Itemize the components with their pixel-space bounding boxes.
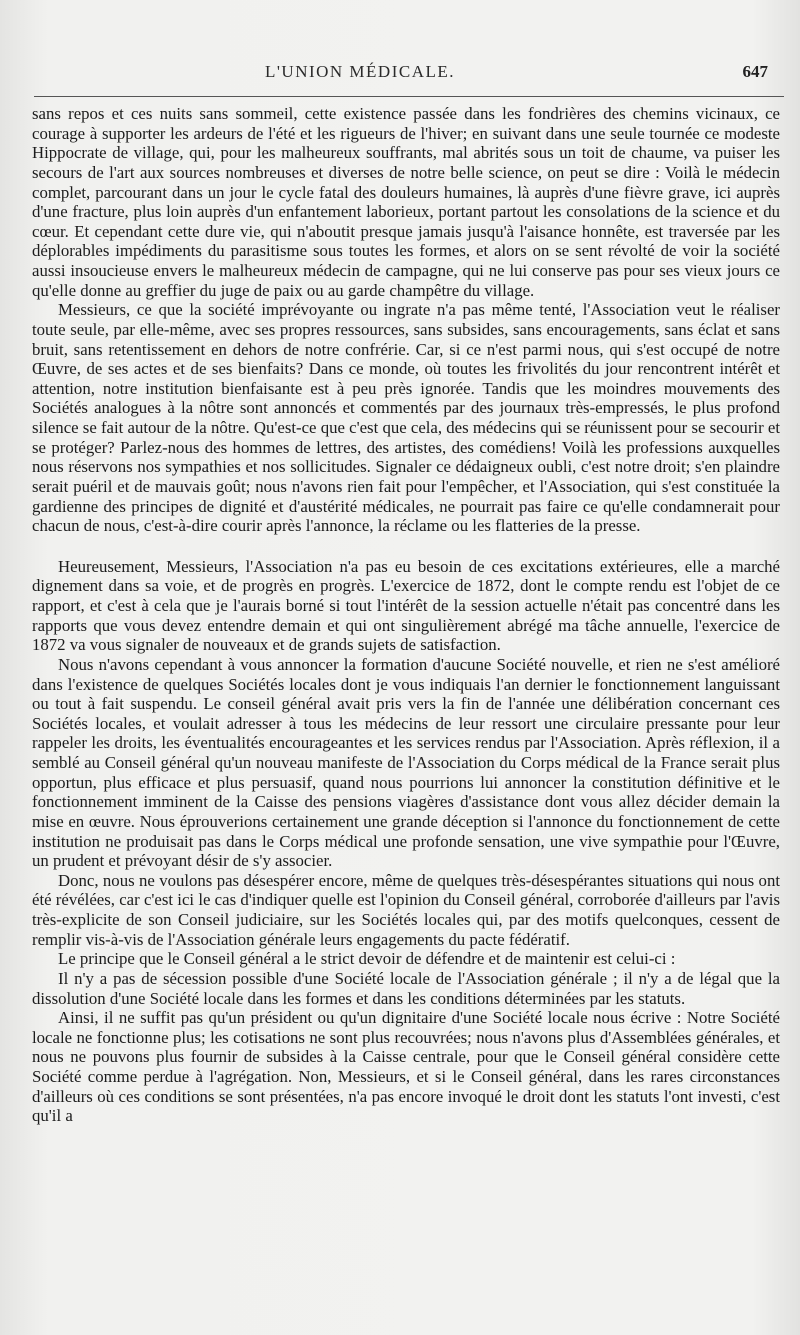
body-text bbox=[32, 104, 780, 1126]
header-rule bbox=[34, 96, 784, 97]
page-number: 647 bbox=[742, 62, 768, 81]
running-title: L'UNION MÉDICALE. bbox=[264, 62, 456, 81]
paragraph: Il n'y a pas de sécession possible d'une Société locale de l'Association générale ; il n'y a de légal que la dissolution d'une Société locale dans les formes et dans les conditions déterminées par les statuts. bbox=[32, 968, 780, 1008]
paragraph: Ainsi, il ne suffit pas qu'un président ou qu'un dignitaire d'une Société locale nous écrive : Notre Société locale ne fonctionne plus; les cotisations ne sont plus recouvrées; nous n'avons plus d'Assemblées générales, et nous ne pouvons plus fournir de subsides à la Caisse centrale, pour que le Conseil général considère cette Société comme perdue à l'agrégation. Non, Messieurs, et si le Conseil général, dans les rares circonstances d'ailleurs où ces conditions se sont présentées, n'a pas encore invoqué le droit dont les statuts l'ont investi, c'est qu'il a bbox=[32, 1008, 780, 1126]
paragraph: sans repos et ces nuits sans sommeil, cette existence passée dans les fondrières des chemins vicinaux, ce courage à supporter les ardeurs de l'été et les rigueurs de l'hiver; en suivant dans une seule tournée ce modeste Hippocrate de village, qui, pour les malheureux souffrants, mal abrités sous un toit de chaume, va puiser les secours de l'art aux sources nombreuses et diverses de notre belle science, on peut se dire : Voilà le médecin complet, parcourant dans un jour le cycle fatal des douleurs humaines, là auprès d'une fièvre grave, ici auprès d'une fracture, plus loin auprès d'un enfantement laborieux, portant partout les consolations de la science et du cœur. Et cependant cette dure vie, qui n'aboutit presque jamais jusqu'à l'aisance honnête, est traversée par les déplorables impédiments du parasitisme sous toutes les formes, et alors on se sent révolté de voir la société aussi insoucieuse envers le malheureux médecin de campagne, qui ne lui conserve pas pour ses vieux jours ce qu'elle donne au greffier du juge de paix ou au garde champêtre du village. bbox=[32, 104, 780, 300]
page-header bbox=[0, 62, 800, 84]
paragraph: Nous n'avons cependant à vous annoncer la formation d'aucune Société nouvelle, et rien ne s'est amélioré dans l'existence de quelques Sociétés locales dont je vous indiquais l'an dernier le fonctionnement languissant ou tout à fait suspendu. Le conseil général avait pris vers la fin de l'année une délibération concernant ces Sociétés locales, et voulait adresser à tous les médecins de leur ressort une circulaire pressante pour leur rappeler les droits, les éventualités encourageantes et les services rendus par l'Association. Après réflexion, il a semblé au Conseil général qu'un nouveau manifeste de l'Association du Corps médical de la France serait plus opportun, plus efficace et plus persuasif, quand nous pourrions lui annoncer la constitution définitive et le fonctionnement imminent de la Caisse des pensions viagères d'assistance dont vous allez décider demain la mise en œuvre. Nous éprouverions certainement une grande déception si l'annonce du fonctionnement de cette institution ne produisait pas dans le Corps médical une profonde sensation, une vive sympathie pour l'Œuvre, un prudent et prévoyant désir de s'y associer. bbox=[32, 654, 780, 871]
paragraph: Donc, nous ne voulons pas désespérer encore, même de quelques très-désespérantes situations qui nous ont été révélées, car c'est ici le cas d'indiquer quelle est l'opinion du Conseil général, corroborée d'ailleurs par l'avis très-explicite de son Conseil judiciaire, sur les Sociétés locales qui, par des motifs quelconques, cessent de remplir vis-à-vis de l'Association générale leurs engagements du pacte fédératif. bbox=[32, 870, 780, 949]
paragraph: Messieurs, ce que la société imprévoyante ou ingrate n'a pas même tenté, l'Association veut le réaliser toute seule, par elle-même, avec ses propres ressources, sans subsides, sans encouragements, sans éclat et sans bruit, sans retentissement en dehors de notre confrérie. Car, si ce n'est parmi nous, qui s'est occupé de notre Œuvre, de ses actes et de ses bienfaits? Dans ce monde, où toutes les frivolités du jour rencontrent intérêt et attention, notre institution bienfaisante est à peu près ignorée. Tandis que les moindres mouvements des Sociétés analogues à la nôtre sont annoncés et commentés par des journaux très-empressés, le plus profond silence se fait autour de la nôtre. Qu'est-ce que c'est que cela, des médecins qui se réunissent pour se secourir et se protéger? Parlez-nous des hommes de lettres, des artistes, des comédiens! Voilà les professions auxquelles nous réservons nos sympathies et nos sollicitudes. Signaler ce dédaigneux oubli, c'est notre droit; s'en plaindre serait puéril et de mauvais goût; nous n'avons rien fait pour l'empêcher, et l'Association, qui s'est constituée la gardienne des principes de dignité et d'austérité médicales, ne pourrait pas faire ce qu'elle condamnerait pour chacun de nous, c'est-à-dire courir après l'annonce, la réclame ou les flatteries de la presse. bbox=[32, 300, 780, 536]
paragraph: Heureusement, Messieurs, l'Association n'a pas eu besoin de ces excitations extérieures, elle a marché dignement dans sa voie, et de progrès en progrès. L'exercice de 1872, dont le compte rendu est l'objet de ce rapport, et c'est à cela que je l'aurais borné si tout l'intérêt de la session actuelle n'était pas concentré dans les rapports que vous devez entendre demain et qui ont singulièrement abrégé ma tâche annuelle, l'exercice de 1872 va vous signaler de nouveaux et de grands sujets de satisfaction. bbox=[32, 556, 780, 655]
paragraph: Le principe que le Conseil général a le strict devoir de défendre et de maintenir est celui-ci : bbox=[58, 949, 676, 969]
